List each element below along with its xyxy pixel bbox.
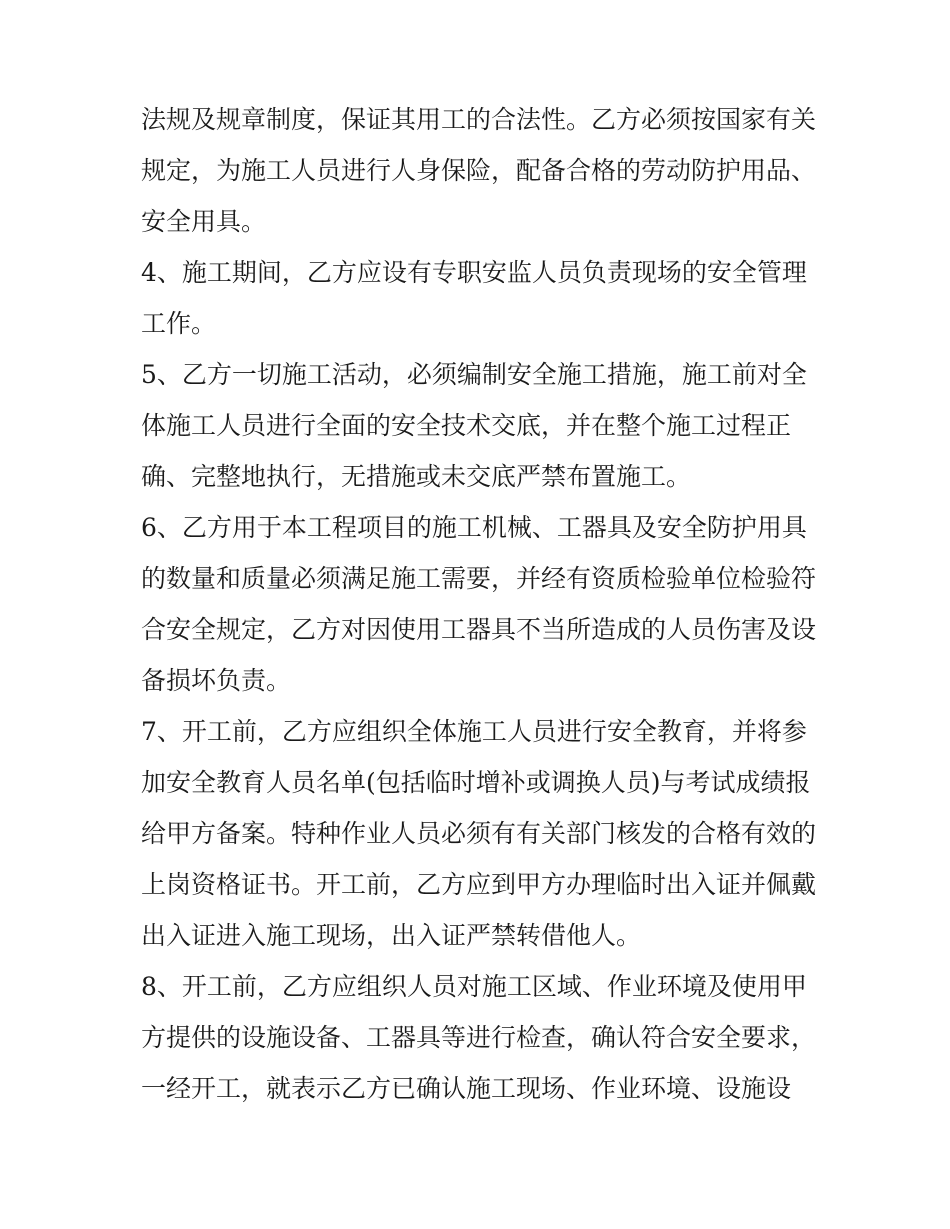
text-line: 7、开工前，乙方应组织全体施工人员进行安全教育，并将参 bbox=[141, 717, 807, 746]
text-line: 体施工人员进行全面的安全技术交底，并在整个施工过程正 bbox=[141, 411, 792, 440]
text-line: 合安全规定，乙方对因使用工器具不当所造成的人员伤害及设 bbox=[141, 615, 817, 644]
text-line: 4、施工期间，乙方应设有专职安监人员负责现场的安全管理 bbox=[141, 258, 807, 287]
text-line: 给甲方备案。特种作业人员必须有有关部门核发的合格有效的 bbox=[141, 819, 817, 848]
text-line: 规定，为施工人员进行人身保险，配备合格的劳动防护用品、 bbox=[141, 156, 817, 185]
text-line: 5、乙方一切施工活动，必须编制安全施工措施，施工前对全 bbox=[141, 360, 807, 389]
text-line: 的数量和质量必须满足施工需要，并经有资质检验单位检验符 bbox=[141, 564, 817, 593]
text-line: 方提供的设施设备、工器具等进行检查，确认符合安全要求， bbox=[141, 1023, 817, 1052]
text-line: 确、完整地执行，无措施或未交底严禁布置施工。 bbox=[141, 462, 692, 491]
text-line: 8、开工前，乙方应组织人员对施工区域、作业环境及使用甲 bbox=[141, 972, 807, 1001]
text-line: 加安全教育人员名单(包括临时增补或调换人员)与考试成绩报 bbox=[141, 768, 811, 797]
text-line: 工作。 bbox=[141, 309, 217, 338]
text-line: 上岗资格证书。开工前，乙方应到甲方办理临时出入证并佩戴 bbox=[141, 870, 817, 899]
text-line: 一经开工，就表示乙方已确认施工现场、作业环境、设施设 bbox=[141, 1074, 792, 1103]
text-line: 安全用具。 bbox=[141, 207, 267, 236]
text-line: 法规及规章制度，保证其用工的合法性。乙方必须按国家有关 bbox=[141, 105, 817, 134]
text-line: 备损坏负责。 bbox=[141, 666, 292, 695]
text-line: 出入证进入施工现场，出入证严禁转借他人。 bbox=[141, 921, 642, 950]
text-line: 6、乙方用于本工程项目的施工机械、工器具及安全防护用具 bbox=[141, 513, 807, 542]
